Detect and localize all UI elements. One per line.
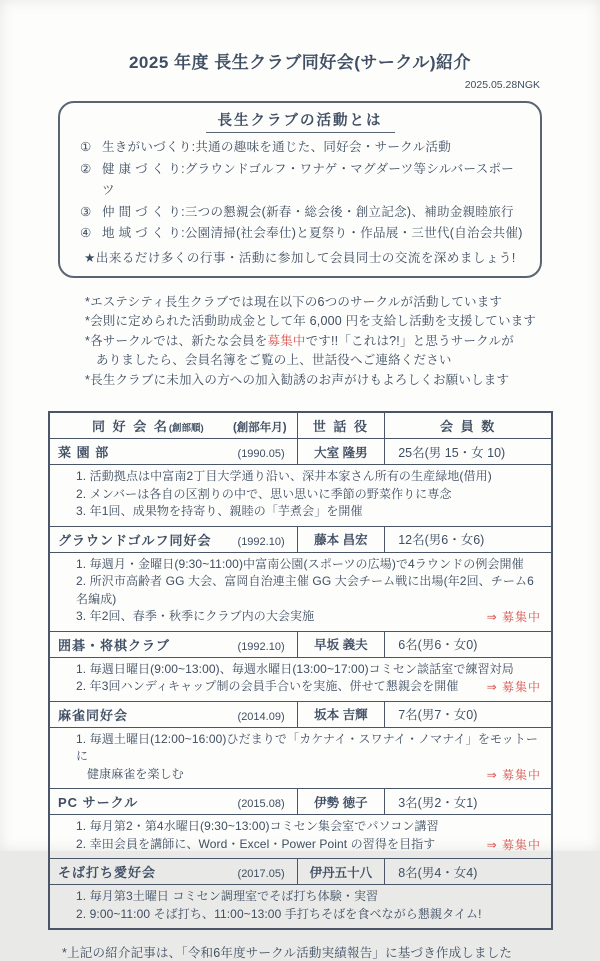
detail-line: 1. 毎週日曜日(9:00~13:00)、毎週水曜日(13:00~17:00)コミセン談話室で練習対局 — [76, 661, 514, 676]
note-text: *各サークルでは、新たな会員を — [85, 333, 268, 348]
club-details-row — [49, 657, 552, 701]
club-details-row — [49, 885, 552, 930]
activity-box-heading-wrap — [76, 109, 524, 133]
club-name: グラウンドゴルフ同好会 — [58, 532, 212, 548]
recruiting-badge: ⇒ 募集中 — [486, 610, 541, 624]
activity-item-number: ③ — [80, 204, 92, 219]
club-members: 3名(男2・女1) — [385, 789, 552, 815]
header-club-name: 同 好 会 名(創部順) — [92, 419, 204, 434]
footer-note: *上記の紹介記事は、「令和6年度サークル活動実績報告」に基づき作成しました — [62, 946, 513, 960]
recruiting-badge: ⇒ 募集中 — [486, 680, 541, 694]
club-row — [49, 526, 552, 552]
club-caretaker: 藤本 昌宏 — [297, 526, 385, 552]
club-name: PC サークル — [58, 795, 139, 810]
club-details — [49, 727, 552, 789]
date-code: 2025.05.28NGK — [464, 79, 540, 91]
club-founded: (2014.09) — [237, 710, 285, 723]
note-line: *長生クラブに未加入の方への加入勧誘のお声がけもよろしくお願いします — [85, 372, 510, 387]
activity-item-text: 仲 間 づ く り:三つの懇親会(新春・総会後・創立記念)、補助金親睦旅行 — [102, 204, 514, 219]
recruiting-highlight: 募集中 — [267, 333, 306, 348]
detail-line: 1. 活動拠点は中富南2丁目大学通り沿い、深井本家さん所有の生産緑地(借用) — [76, 469, 492, 483]
club-caretaker: 伊勢 徳子 — [297, 789, 385, 815]
recruiting-badge: ⇒ 募集中 — [486, 837, 541, 852]
activity-box — [58, 101, 542, 278]
header-members: 会 員 数 — [385, 412, 552, 439]
club-members: 25名(男 15・女 10) — [385, 439, 552, 465]
detail-line: 健康麻雀を楽しむ — [87, 766, 184, 781]
note-line: ありましたら、会員名簿をご覧の上、世話役へご連絡ください — [96, 353, 452, 367]
note-line: *会則に定められた活動助成金として年 6,000 円を支給し活動を支援しています — [85, 314, 537, 328]
note-line: *エステシティ長生クラブでは現在以下の6つのサークルが活動しています — [85, 294, 503, 309]
header-club-name-sub: (創部順) — [168, 423, 204, 434]
club-name: 麻雀同好会 — [58, 707, 129, 723]
club-details — [49, 657, 552, 701]
club-details — [49, 885, 552, 930]
activity-item-text: 健 康 づ く り:グラウンドゴルフ・ワナゲ・マグダーツ等シルバースポーツ — [102, 161, 515, 197]
club-founded: (2015.08) — [237, 798, 285, 810]
recruiting-badge: ⇒ 募集中 — [486, 767, 541, 782]
activity-item — [76, 159, 524, 202]
activity-item-number: ④ — [80, 226, 92, 240]
club-details — [49, 465, 552, 527]
club-caretaker: 伊丹五十八 — [297, 859, 385, 885]
detail-line: 2. 所沢市高齢者 GG 大会、富岡自治連主催 GG 大会チーム戦に出場(年2回、チーム6名編成) — [76, 574, 534, 606]
club-name: 囲碁・将棋クラブ — [58, 637, 171, 653]
activity-item — [76, 137, 524, 159]
club-table — [48, 411, 553, 930]
table-header-row — [49, 412, 552, 439]
star-note: ★出来るだけ多くの行事・活動に参加して会員同士の交流を深めましょう! — [84, 250, 516, 265]
detail-line: 2. 幸田会員を講師に、Word・Excel・Power Point の習得を目指す — [76, 836, 436, 851]
activity-item-text: 地 域 づ く り:公園清掃(社会奉仕)と夏祭り・作品展・三世代(自治会共催) — [102, 226, 523, 240]
club-caretaker: 坂本 吉輝 — [297, 701, 385, 727]
note-line — [85, 332, 600, 352]
header-founded: (創部年月) — [232, 422, 287, 434]
club-details — [49, 552, 552, 631]
club-row — [49, 701, 552, 727]
club-members: 7名(男7・女0) — [385, 701, 552, 727]
header-caretaker: 世 話 役 — [297, 412, 385, 439]
detail-line: 3. 年1回、成果物を持寄り、親睦の「芋煮会」を開催 — [76, 504, 363, 518]
club-founded: (1990.05) — [237, 448, 285, 460]
club-row — [49, 439, 552, 465]
club-row — [49, 859, 552, 885]
detail-line: 1. 毎月第3土曜日 コミセン調理室でそば打ち体験・実習 — [76, 889, 379, 903]
note-text: です!!「これは?!」と思うサークルが — [305, 333, 514, 348]
club-row — [49, 789, 552, 815]
detail-line: 2. 年3回ハンディキャップ制の会員手合いを実施、併せて懇親会を開催 — [76, 679, 459, 693]
activity-item-text: 生きがいづくり:共通の趣味を通じた、同好会・サークル活動 — [102, 140, 451, 154]
detail-line: 1. 毎週月・金曜日(9:30~11:00)中富南公園(スポーツの広場)で4ラウンドの例会開催 — [76, 556, 524, 571]
club-name: そば打ち愛好会 — [58, 865, 157, 880]
activity-item-number: ② — [80, 161, 92, 176]
activity-item — [76, 202, 524, 224]
club-caretaker: 早坂 義夫 — [297, 631, 385, 657]
club-members: 12名(男6・女6) — [385, 526, 552, 552]
activity-item — [76, 223, 524, 245]
club-details-row — [49, 465, 552, 527]
activity-item-number: ① — [80, 140, 92, 154]
club-details-row — [49, 815, 552, 859]
page-title: 2025 年度 長生クラブ同好会(サークル)紹介 — [128, 53, 472, 72]
club-founded: (2017.05) — [237, 868, 285, 880]
club-caretaker: 大室 隆男 — [297, 439, 385, 465]
club-members: 8名(男4・女4) — [385, 859, 552, 885]
detail-line: 2. メンバーは各自の区割りの中で、思い思いに季節の野菜作りに専念 — [76, 486, 452, 501]
detail-line: 1. 毎月第2・第4水曜日(9:30~13:00)コミセン集会室でパソコン講習 — [76, 819, 439, 833]
club-details-row — [49, 552, 552, 631]
header-club-name-cell — [50, 413, 297, 438]
club-row — [49, 631, 552, 657]
detail-line: 3. 年2回、春季・秋季にクラブ内の大会実施 — [76, 609, 315, 623]
detail-line: 1. 毎週土曜日(12:00~16:00)ひだまりで「カケナイ・スワナイ・ノマナイ」をモットーに — [76, 731, 538, 763]
intro-notes — [85, 293, 600, 391]
club-details-row — [49, 727, 552, 789]
club-founded: (1992.10) — [237, 640, 285, 653]
activity-box-heading: 長生クラブの活動とは — [206, 109, 395, 133]
club-name: 菜 園 部 — [58, 445, 110, 460]
club-details — [49, 815, 552, 859]
club-members: 6名(男6・女0) — [385, 631, 552, 657]
club-founded: (1992.10) — [237, 535, 285, 548]
detail-line: 2. 9:00~11:00 そば打ち、11:00~13:00 手打ちそばを食べながら懇親タイム! — [76, 906, 482, 921]
